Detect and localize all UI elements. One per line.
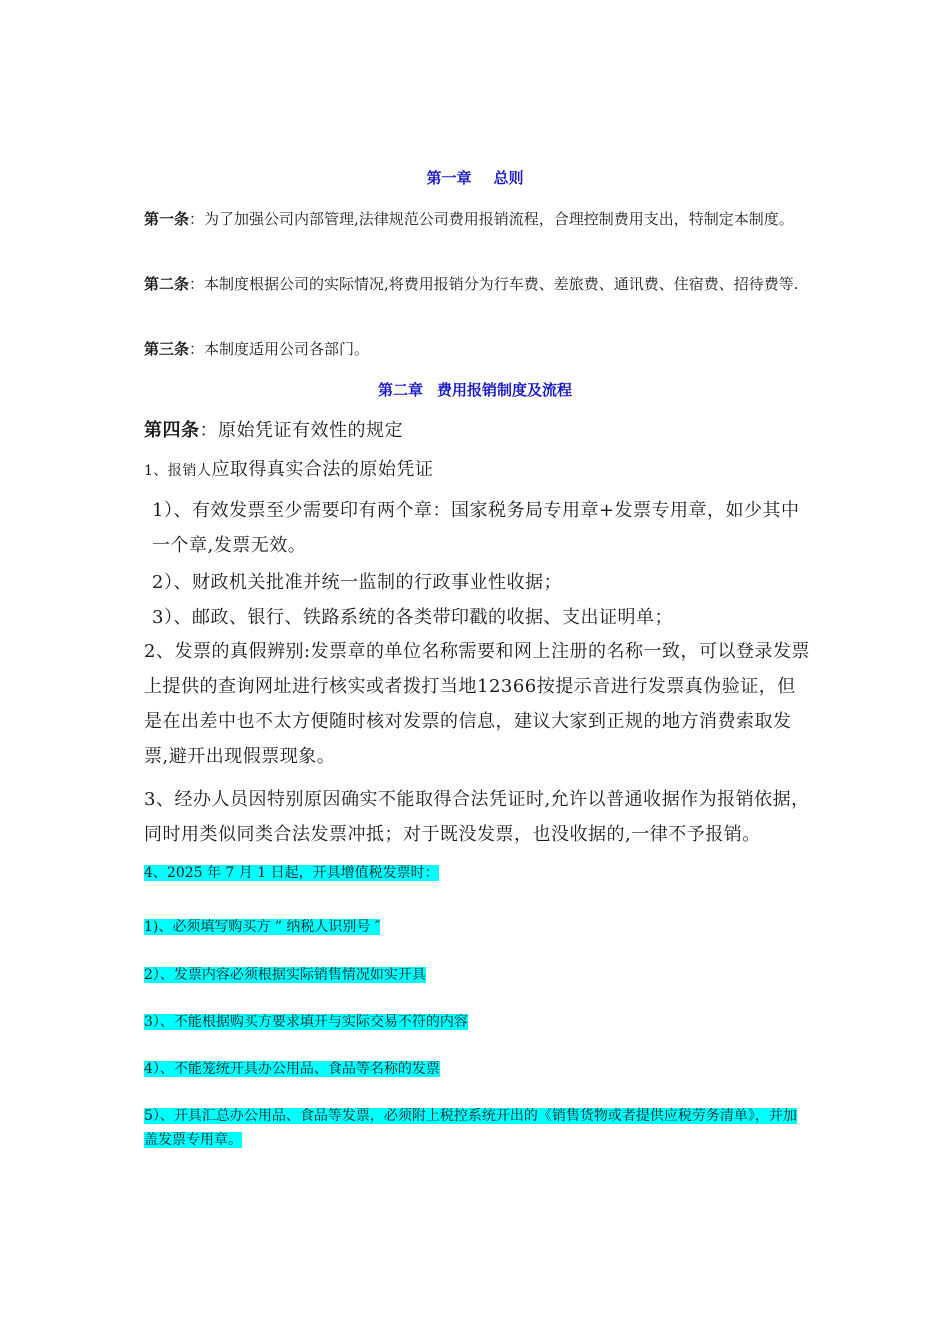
- article-2: [144, 271, 808, 297]
- item-2: 2、发票的真假辨别:发票章的单位名称需要和网上注册的名称一致，可以登录发票上提供的查询网址进行核实或者拨打当地12366按提示音进行发票真伪验证，但是在出差中也不太方便随时核对发票的信息，建议大家到正规的地方消费索取发票,避开出现假票现象。: [144, 641, 811, 767]
- item-1-subject: 报销人: [167, 463, 212, 479]
- item-1-text: 应取得真实合法的原始凭证: [211, 459, 434, 480]
- chapter-2-title: 费用报销制度及流程: [437, 381, 573, 399]
- article-1: [144, 206, 808, 232]
- article-2-label: 第二条: [144, 275, 190, 293]
- chapter-1-number: 第一章: [426, 169, 472, 187]
- article-4-label: 第四条: [144, 420, 200, 441]
- chapter-1-title: 总则: [493, 169, 524, 187]
- highlight-sub-4-text: 4）、不能笼统开具办公用品、食品等名称的发票: [144, 1061, 440, 1077]
- article-3-label: 第三条: [144, 340, 190, 358]
- article-2-text: ：本制度根据公司的实际情况,将费用报销分为行车费、差旅费、通讯费、住宿费、招待费等.: [189, 275, 799, 293]
- item-1-number: 1、: [144, 463, 168, 479]
- highlight-sub-2-text: 2）、发票内容必须根据实际销售情况如实开具: [144, 967, 426, 983]
- highlight-sub-4: [144, 1057, 440, 1081]
- article-3: [144, 336, 808, 362]
- highlight-sub-2: [144, 963, 426, 987]
- highlight-item-4: [144, 861, 439, 885]
- highlight-sub-1: [144, 915, 380, 939]
- sub-item-3: 3）、邮政、银行、铁路系统的各类带印戳的收据、支出证明单；: [152, 607, 673, 628]
- item-1: [144, 452, 810, 489]
- chapter-1-heading: [0, 167, 950, 188]
- highlight-sub-3-text: 3）、不能根据购买方要求填开与实际交易不符的内容: [144, 1014, 468, 1030]
- article-4-text: ：原始凭证有效性的规定: [199, 420, 403, 441]
- highlight-sub-3: [144, 1010, 468, 1034]
- highlight-sub-5: [144, 1104, 808, 1152]
- article-1-label: 第一条: [144, 210, 190, 228]
- sub-item-2: 2）、财政机关批准并统一监制的行政事业性收据；: [152, 572, 562, 593]
- item-3: 3、经办人员因特别原因确实不能取得合法凭证时,允许以普通收据作为报销依据，同时用类似同类合法发票冲抵；对于既没发票，也没收据的,一律不予报销。: [144, 789, 810, 845]
- highlight-item-4-text: 4、2025 年 7 月 1 日起，开具增值税发票时：: [144, 865, 439, 881]
- highlight-sub-1-text: 1)、必须填写购买方 ” 纳税人识别号 ″: [144, 919, 381, 935]
- article-4: [144, 413, 810, 448]
- sub-item-1: 1）、有效发票至少需要印有两个章：国家税务局专用章+发票专用章，如少其中一个章,发票无效。: [152, 500, 800, 556]
- chapter-2-number: 第二章: [377, 381, 423, 399]
- article-1-text: ：为了加强公司内部管理,法律规范公司费用报销流程，合理控制费用支出，特制定本制度。: [189, 210, 794, 228]
- article-3-text: ：本制度适用公司各部门。: [189, 340, 370, 358]
- chapter-2-heading: [0, 379, 950, 400]
- highlight-sub-5-text: 5）、开具汇总办公用品、食品等发票，必须附上税控系统开出的《销售货物或者提供应税劳务清单》，并加盖发票专用章。: [144, 1108, 797, 1148]
